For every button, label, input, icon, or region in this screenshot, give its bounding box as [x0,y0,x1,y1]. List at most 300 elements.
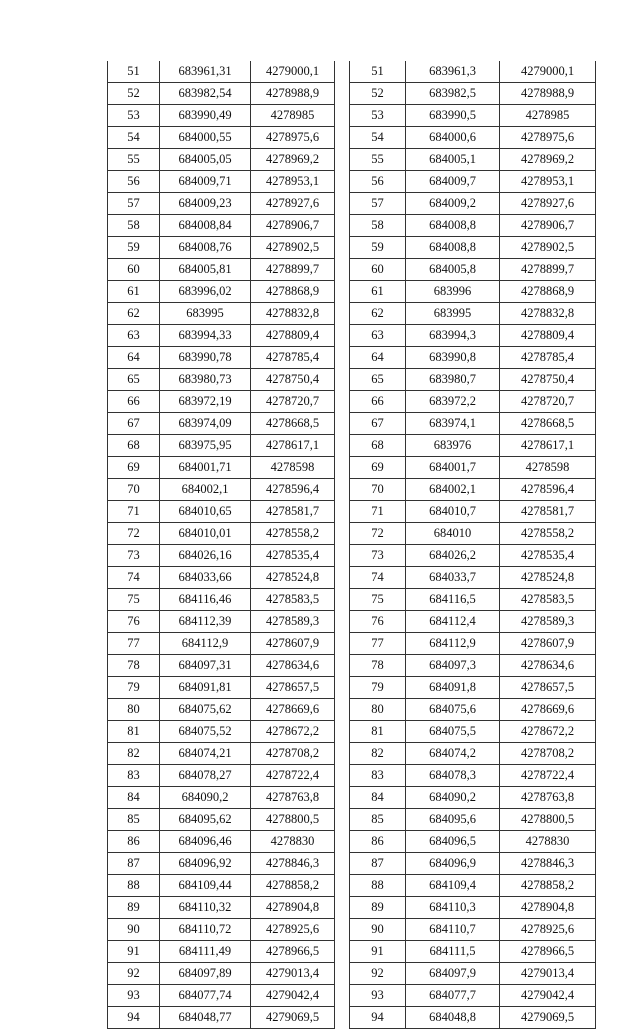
y-coordinate-cell: 4278902,5 [500,237,596,259]
left-table-row [108,479,335,501]
right-table-row [350,611,596,633]
x-coordinate-cell: 684033,66 [160,567,251,589]
y-coordinate-cell: 4278904,8 [500,897,596,919]
y-coordinate-cell: 4278617,1 [251,435,335,457]
left-table-row [108,743,335,765]
right-table-row [350,523,596,545]
y-coordinate-cell: 4279000,1 [500,61,596,83]
x-coordinate-cell: 684078,27 [160,765,251,787]
point-number-cell: 83 [108,765,160,787]
point-number-cell: 71 [350,501,406,523]
left-table-row [108,655,335,677]
x-coordinate-cell: 684109,4 [406,875,500,897]
x-coordinate-cell: 684009,71 [160,171,251,193]
point-number-cell: 61 [108,281,160,303]
right-table-row [350,83,596,105]
x-coordinate-cell: 684000,6 [406,127,500,149]
right-table-row [350,831,596,853]
point-number-cell: 54 [108,127,160,149]
x-coordinate-cell: 684074,21 [160,743,251,765]
point-number-cell: 59 [108,237,160,259]
point-number-cell: 78 [350,655,406,677]
y-coordinate-cell: 4278607,9 [500,633,596,655]
right-table-row [350,545,596,567]
left-table-row [108,105,335,127]
x-coordinate-cell: 684097,9 [406,963,500,985]
x-coordinate-cell: 684112,9 [406,633,500,655]
point-number-cell: 73 [350,545,406,567]
point-number-cell: 55 [350,149,406,171]
x-coordinate-cell: 684010,01 [160,523,251,545]
point-number-cell: 73 [108,545,160,567]
point-number-cell: 90 [350,919,406,941]
x-coordinate-cell: 684096,92 [160,853,251,875]
x-coordinate-cell: 684033,7 [406,567,500,589]
point-number-cell: 92 [108,963,160,985]
point-number-cell: 87 [108,853,160,875]
y-coordinate-cell: 4278720,7 [251,391,335,413]
y-coordinate-cell: 4278800,5 [251,809,335,831]
point-number-cell: 64 [350,347,406,369]
x-coordinate-cell: 684010 [406,523,500,545]
left-table-row [108,853,335,875]
y-coordinate-cell: 4278672,2 [251,721,335,743]
y-coordinate-cell: 4278988,9 [251,83,335,105]
point-number-cell: 71 [108,501,160,523]
y-coordinate-cell: 4278583,5 [251,589,335,611]
x-coordinate-cell: 683961,31 [160,61,251,83]
coordinates-table-right [349,61,596,1029]
point-number-cell: 63 [350,325,406,347]
x-coordinate-cell: 683995 [406,303,500,325]
point-number-cell: 86 [108,831,160,853]
x-coordinate-cell: 684097,31 [160,655,251,677]
y-coordinate-cell: 4278832,8 [500,303,596,325]
x-coordinate-cell: 683961,3 [406,61,500,83]
y-coordinate-cell: 4278868,9 [251,281,335,303]
point-number-cell: 74 [108,567,160,589]
y-coordinate-cell: 4278902,5 [251,237,335,259]
point-number-cell: 55 [108,149,160,171]
right-table-row [350,149,596,171]
left-table-row [108,699,335,721]
y-coordinate-cell: 4278657,5 [500,677,596,699]
y-coordinate-cell: 4278925,6 [251,919,335,941]
right-table-row [350,677,596,699]
right-table-row [350,259,596,281]
x-coordinate-cell: 684010,65 [160,501,251,523]
y-coordinate-cell: 4278589,3 [500,611,596,633]
point-number-cell: 77 [350,633,406,655]
left-table-row [108,787,335,809]
y-coordinate-cell: 4278927,6 [500,193,596,215]
right-table-row [350,919,596,941]
right-table-row [350,325,596,347]
y-coordinate-cell: 4278966,5 [500,941,596,963]
y-coordinate-cell: 4278785,4 [251,347,335,369]
x-coordinate-cell: 684009,23 [160,193,251,215]
y-coordinate-cell: 4278785,4 [500,347,596,369]
left-table-row [108,303,335,325]
right-table-row [350,457,596,479]
point-number-cell: 84 [108,787,160,809]
y-coordinate-cell: 4278750,4 [251,369,335,391]
x-coordinate-cell: 684008,8 [406,215,500,237]
y-coordinate-cell: 4278969,2 [251,149,335,171]
x-coordinate-cell: 684074,2 [406,743,500,765]
y-coordinate-cell: 4279042,4 [251,985,335,1007]
point-number-cell: 76 [350,611,406,633]
point-number-cell: 77 [108,633,160,655]
point-number-cell: 54 [350,127,406,149]
y-coordinate-cell: 4278985 [500,105,596,127]
x-coordinate-cell: 684048,77 [160,1007,251,1029]
left-table-row [108,963,335,985]
right-table-row [350,1007,596,1029]
point-number-cell: 93 [350,985,406,1007]
x-coordinate-cell: 684110,7 [406,919,500,941]
left-table-row [108,919,335,941]
x-coordinate-cell: 684008,84 [160,215,251,237]
point-number-cell: 90 [108,919,160,941]
point-number-cell: 82 [350,743,406,765]
point-number-cell: 51 [108,61,160,83]
left-table-row [108,897,335,919]
left-table-row [108,875,335,897]
left-table-row [108,589,335,611]
x-coordinate-cell: 684096,5 [406,831,500,853]
y-coordinate-cell: 4278634,6 [251,655,335,677]
y-coordinate-cell: 4279069,5 [500,1007,596,1029]
y-coordinate-cell: 4278927,6 [251,193,335,215]
x-coordinate-cell: 684078,3 [406,765,500,787]
x-coordinate-cell: 684111,5 [406,941,500,963]
y-coordinate-cell: 4278846,3 [251,853,335,875]
x-coordinate-cell: 684116,5 [406,589,500,611]
left-table-row [108,721,335,743]
x-coordinate-cell: 684112,39 [160,611,251,633]
left-table-row [108,523,335,545]
point-number-cell: 58 [350,215,406,237]
point-number-cell: 85 [350,809,406,831]
left-table-row [108,215,335,237]
right-table-row [350,963,596,985]
point-number-cell: 86 [350,831,406,853]
x-coordinate-cell: 684110,72 [160,919,251,941]
right-table-row [350,435,596,457]
y-coordinate-cell: 4278669,6 [500,699,596,721]
y-coordinate-cell: 4278669,6 [251,699,335,721]
point-number-cell: 61 [350,281,406,303]
y-coordinate-cell: 4278899,7 [251,259,335,281]
x-coordinate-cell: 684095,6 [406,809,500,831]
point-number-cell: 91 [350,941,406,963]
x-coordinate-cell: 683996 [406,281,500,303]
point-number-cell: 79 [350,677,406,699]
right-table-row [350,281,596,303]
right-table-row [350,875,596,897]
point-number-cell: 80 [108,699,160,721]
x-coordinate-cell: 684005,81 [160,259,251,281]
right-table-row [350,215,596,237]
right-table-row [350,303,596,325]
right-table-row [350,721,596,743]
y-coordinate-cell: 4278925,6 [500,919,596,941]
right-table-row [350,171,596,193]
point-number-cell: 67 [350,413,406,435]
x-coordinate-cell: 684008,8 [406,237,500,259]
point-number-cell: 74 [350,567,406,589]
x-coordinate-cell: 683972,19 [160,391,251,413]
x-coordinate-cell: 684091,81 [160,677,251,699]
y-coordinate-cell: 4278558,2 [500,523,596,545]
point-number-cell: 84 [350,787,406,809]
x-coordinate-cell: 683976 [406,435,500,457]
y-coordinate-cell: 4278953,1 [251,171,335,193]
left-table-row [108,1007,335,1029]
point-number-cell: 70 [350,479,406,501]
y-coordinate-cell: 4278589,3 [251,611,335,633]
point-number-cell: 52 [350,83,406,105]
x-coordinate-cell: 684005,05 [160,149,251,171]
y-coordinate-cell: 4278832,8 [251,303,335,325]
left-table-row [108,149,335,171]
x-coordinate-cell: 683994,33 [160,325,251,347]
y-coordinate-cell: 4278868,9 [500,281,596,303]
left-table-row [108,171,335,193]
x-coordinate-cell: 683990,78 [160,347,251,369]
x-coordinate-cell: 683990,49 [160,105,251,127]
point-number-cell: 60 [350,259,406,281]
coordinates-table-left [107,61,335,1029]
point-number-cell: 94 [350,1007,406,1029]
left-table-row [108,127,335,149]
right-table-row [350,809,596,831]
x-coordinate-cell: 684001,71 [160,457,251,479]
x-coordinate-cell: 683974,1 [406,413,500,435]
y-coordinate-cell: 4278763,8 [500,787,596,809]
point-number-cell: 89 [350,897,406,919]
x-coordinate-cell: 684009,2 [406,193,500,215]
x-coordinate-cell: 684075,52 [160,721,251,743]
point-number-cell: 91 [108,941,160,963]
point-number-cell: 53 [350,105,406,127]
point-number-cell: 83 [350,765,406,787]
x-coordinate-cell: 684090,2 [160,787,251,809]
y-coordinate-cell: 4279000,1 [251,61,335,83]
x-coordinate-cell: 683974,09 [160,413,251,435]
x-coordinate-cell: 684077,74 [160,985,251,1007]
right-table-row [350,347,596,369]
point-number-cell: 64 [108,347,160,369]
y-coordinate-cell: 4279013,4 [500,963,596,985]
left-table-row [108,941,335,963]
y-coordinate-cell: 4278906,7 [500,215,596,237]
x-coordinate-cell: 683990,8 [406,347,500,369]
y-coordinate-cell: 4279042,4 [500,985,596,1007]
x-coordinate-cell: 684112,9 [160,633,251,655]
left-table-row [108,633,335,655]
y-coordinate-cell: 4278535,4 [251,545,335,567]
y-coordinate-cell: 4278708,2 [500,743,596,765]
y-coordinate-cell: 4278581,7 [500,501,596,523]
x-coordinate-cell: 684096,46 [160,831,251,853]
y-coordinate-cell: 4278966,5 [251,941,335,963]
y-coordinate-cell: 4279069,5 [251,1007,335,1029]
x-coordinate-cell: 684002,1 [160,479,251,501]
x-coordinate-cell: 684097,89 [160,963,251,985]
point-number-cell: 87 [350,853,406,875]
point-number-cell: 81 [108,721,160,743]
x-coordinate-cell: 684110,32 [160,897,251,919]
right-table-row [350,985,596,1007]
y-coordinate-cell: 4278672,2 [500,721,596,743]
x-coordinate-cell: 684048,8 [406,1007,500,1029]
point-number-cell: 72 [350,523,406,545]
y-coordinate-cell: 4278634,6 [500,655,596,677]
left-table-row [108,413,335,435]
point-number-cell: 72 [108,523,160,545]
y-coordinate-cell: 4278535,4 [500,545,596,567]
y-coordinate-cell: 4278708,2 [251,743,335,765]
y-coordinate-cell: 4278581,7 [251,501,335,523]
point-number-cell: 68 [350,435,406,457]
y-coordinate-cell: 4278985 [251,105,335,127]
x-coordinate-cell: 684109,44 [160,875,251,897]
point-number-cell: 53 [108,105,160,127]
x-coordinate-cell: 683995 [160,303,251,325]
point-number-cell: 66 [350,391,406,413]
point-number-cell: 65 [350,369,406,391]
y-coordinate-cell: 4278668,5 [500,413,596,435]
x-coordinate-cell: 684002,1 [406,479,500,501]
x-coordinate-cell: 684090,2 [406,787,500,809]
x-coordinate-cell: 683972,2 [406,391,500,413]
x-coordinate-cell: 684091,8 [406,677,500,699]
left-table-row [108,259,335,281]
point-number-cell: 79 [108,677,160,699]
y-coordinate-cell: 4278988,9 [500,83,596,105]
coordinates-table-left-body [108,61,335,1029]
right-table-row [350,699,596,721]
x-coordinate-cell: 684075,6 [406,699,500,721]
y-coordinate-cell: 4278607,9 [251,633,335,655]
right-table-row [350,105,596,127]
y-coordinate-cell: 4278899,7 [500,259,596,281]
point-number-cell: 68 [108,435,160,457]
point-number-cell: 57 [350,193,406,215]
left-table-row [108,281,335,303]
left-table-row [108,831,335,853]
y-coordinate-cell: 4278830 [251,831,335,853]
x-coordinate-cell: 684009,7 [406,171,500,193]
right-table-row [350,765,596,787]
point-number-cell: 57 [108,193,160,215]
point-number-cell: 62 [350,303,406,325]
right-table-row [350,479,596,501]
point-number-cell: 76 [108,611,160,633]
left-table-row [108,545,335,567]
point-number-cell: 85 [108,809,160,831]
point-number-cell: 93 [108,985,160,1007]
y-coordinate-cell: 4278975,6 [251,127,335,149]
right-table-row [350,369,596,391]
point-number-cell: 75 [108,589,160,611]
x-coordinate-cell: 683980,73 [160,369,251,391]
left-table-row [108,347,335,369]
x-coordinate-cell: 684096,9 [406,853,500,875]
point-number-cell: 69 [350,457,406,479]
y-coordinate-cell: 4278722,4 [500,765,596,787]
left-table-row [108,61,335,83]
y-coordinate-cell: 4278809,4 [251,325,335,347]
right-table-row [350,655,596,677]
y-coordinate-cell: 4278830 [500,831,596,853]
right-table-row [350,787,596,809]
point-number-cell: 51 [350,61,406,83]
right-table-row [350,589,596,611]
y-coordinate-cell: 4278596,4 [500,479,596,501]
right-table-row [350,391,596,413]
point-number-cell: 65 [108,369,160,391]
right-table-row [350,897,596,919]
x-coordinate-cell: 684075,5 [406,721,500,743]
left-table-row [108,765,335,787]
point-number-cell: 62 [108,303,160,325]
left-table-row [108,325,335,347]
y-coordinate-cell: 4278657,5 [251,677,335,699]
x-coordinate-cell: 684111,49 [160,941,251,963]
y-coordinate-cell: 4278722,4 [251,765,335,787]
point-number-cell: 63 [108,325,160,347]
y-coordinate-cell: 4278953,1 [500,171,596,193]
x-coordinate-cell: 683996,02 [160,281,251,303]
y-coordinate-cell: 4278583,5 [500,589,596,611]
point-number-cell: 69 [108,457,160,479]
y-coordinate-cell: 4278763,8 [251,787,335,809]
x-coordinate-cell: 684112,4 [406,611,500,633]
x-coordinate-cell: 684026,2 [406,545,500,567]
x-coordinate-cell: 683994,3 [406,325,500,347]
left-table-row [108,677,335,699]
point-number-cell: 56 [350,171,406,193]
x-coordinate-cell: 684110,3 [406,897,500,919]
right-table-row [350,501,596,523]
x-coordinate-cell: 683982,54 [160,83,251,105]
x-coordinate-cell: 684116,46 [160,589,251,611]
x-coordinate-cell: 683990,5 [406,105,500,127]
point-number-cell: 81 [350,721,406,743]
y-coordinate-cell: 4278809,4 [500,325,596,347]
right-table-row [350,61,596,83]
point-number-cell: 80 [350,699,406,721]
left-table-row [108,193,335,215]
y-coordinate-cell: 4278750,4 [500,369,596,391]
left-table-row [108,369,335,391]
x-coordinate-cell: 684005,1 [406,149,500,171]
y-coordinate-cell: 4278858,2 [500,875,596,897]
y-coordinate-cell: 4278904,8 [251,897,335,919]
point-number-cell: 88 [350,875,406,897]
point-number-cell: 56 [108,171,160,193]
point-number-cell: 82 [108,743,160,765]
point-number-cell: 92 [350,963,406,985]
x-coordinate-cell: 683982,5 [406,83,500,105]
point-number-cell: 89 [108,897,160,919]
left-table-row [108,435,335,457]
x-coordinate-cell: 684095,62 [160,809,251,831]
left-table-row [108,567,335,589]
